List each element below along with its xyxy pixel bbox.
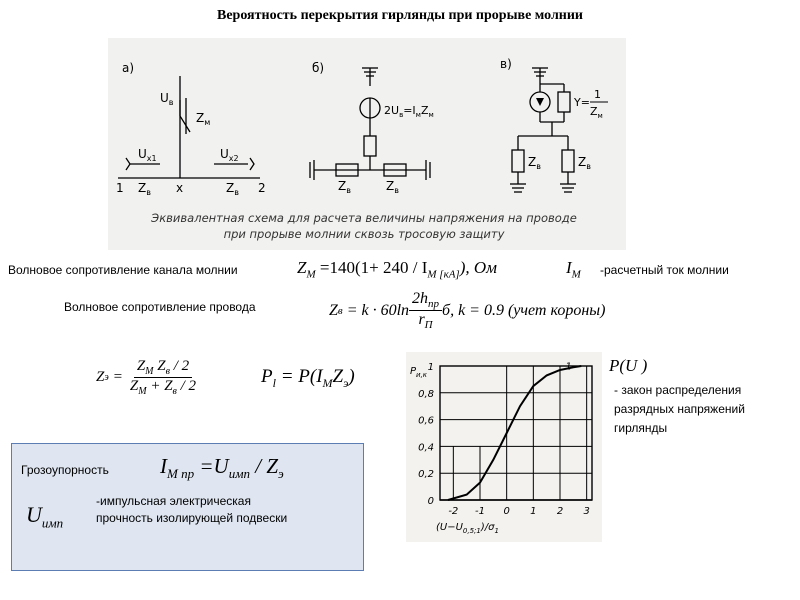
distribution-chart bbox=[406, 352, 602, 542]
lightning-resistance-box bbox=[11, 443, 364, 571]
svg-text:Uв: $U_в$ bbox=[160, 91, 174, 107]
svg-text:Zм: $Z_м$ bbox=[590, 105, 603, 120]
resistor-c-right bbox=[562, 150, 574, 172]
series-curve bbox=[448, 366, 581, 500]
label-c: в) bbox=[500, 57, 512, 71]
lightning-current-symbol: $I_M$ bbox=[566, 258, 581, 281]
overlap-probability-formula: $P_l = P(I_MZ_э)$ bbox=[261, 366, 355, 390]
pu-description: - закон распределения разрядных напряжений гирлянды bbox=[614, 383, 745, 435]
pu-symbol: P(U ) bbox=[609, 356, 648, 375]
node-1: 1 bbox=[116, 181, 124, 195]
svg-text:Y=: Y= bbox=[574, 96, 590, 109]
impulse-strength-description: -импульсная электрическая прочность изолирующей подвески bbox=[96, 494, 288, 525]
wire-impedance-formula: Z в = k · 60ln $\frac{2h_{пр}}{r_П}$ б, k = 0.9 (учет короны) bbox=[329, 290, 606, 332]
channel-impedance-formula: $Z_M =140(1+ 240 / I_{M [кА]})$, Ом bbox=[297, 258, 498, 281]
svg-text:Zв: $Z_в$ bbox=[226, 181, 239, 197]
svg-text:Ux2: $U_{x2}$ bbox=[220, 147, 239, 163]
node-2: 2 bbox=[258, 181, 266, 195]
svg-text:Zм: $Z_м$ bbox=[196, 111, 211, 127]
x-axis-title: $(U-U_{0,5;1})/\sigma_1$ bbox=[436, 522, 499, 535]
svg-text:Ux1: $U_{x1}$ bbox=[138, 147, 157, 163]
y-tick-label: 1 bbox=[427, 362, 434, 373]
slide-title: Вероятность перекрытия гирлянды при прорыве молнии bbox=[216, 8, 584, 23]
y-tick-label: 0,6 bbox=[418, 415, 434, 427]
label-b: б) bbox=[312, 61, 325, 75]
y-tick-label: 0,8 bbox=[418, 388, 434, 400]
lightning-current-note: -расчетный ток молнии bbox=[600, 263, 729, 277]
svg-text:Zв: $Z_в$ bbox=[138, 181, 151, 197]
caption-line2: при прорыве молнии сквозь тросовую защиту bbox=[223, 227, 505, 241]
resistor-b-top bbox=[364, 136, 376, 156]
admittance-c bbox=[558, 92, 570, 112]
impulse-strength-symbol: $U_{имп}$ bbox=[26, 502, 64, 531]
chart-svg bbox=[406, 352, 602, 542]
wire-impedance-label: Волновое сопротивление провода bbox=[64, 300, 256, 314]
circuit-drawing bbox=[108, 38, 626, 250]
x-tick-label: 3 bbox=[583, 506, 590, 517]
equivalent-circuit-figure bbox=[108, 38, 626, 250]
svg-text:1: 1 bbox=[594, 88, 601, 101]
channel-impedance-label: Волновое сопротивление канала молнии bbox=[8, 263, 238, 277]
svg-text:Zв: $Z_в$ bbox=[528, 155, 541, 171]
plot-frame bbox=[440, 366, 592, 500]
svg-text:Zв: $Z_в$ bbox=[386, 179, 399, 195]
svg-text:Zв: $Z_в$ bbox=[338, 179, 351, 195]
label-a: а) bbox=[122, 61, 135, 75]
y-tick-label: 0 bbox=[427, 496, 434, 507]
y-axis-title: $P_{и,к}$ bbox=[410, 366, 428, 379]
lightning-resistance-formula: $I_{M пр} =U_{имп} / Z_э$ bbox=[160, 454, 284, 482]
svg-text:Zв: $Z_в$ bbox=[578, 155, 591, 171]
x-tick-label: 2 bbox=[556, 506, 564, 517]
x-tick-label: 1 bbox=[530, 506, 537, 517]
y-tick-label: 0,2 bbox=[418, 469, 434, 481]
x-tick-label: -1 bbox=[475, 506, 485, 517]
x-tick-label: 0 bbox=[503, 506, 510, 517]
caption-line1: Эквивалентная схема для расчета величины напряжения на проводе bbox=[151, 211, 577, 225]
curve-label: 1 bbox=[565, 361, 572, 373]
lightning-resistance-label: Грозоупорность bbox=[21, 463, 109, 477]
equivalent-impedance-formula: Z э = $\frac{Z_M Z_в / 2}{Z_M + Z_в / 2}$ bbox=[96, 358, 197, 397]
svg-text:2Uв=IмZм: $2U_в=I_мZ_м$ bbox=[384, 104, 434, 119]
x-tick-label: -2 bbox=[448, 506, 459, 517]
y-tick-label: 0,4 bbox=[418, 442, 434, 454]
resistor-c-left bbox=[512, 150, 524, 172]
node-x: x bbox=[176, 181, 184, 195]
